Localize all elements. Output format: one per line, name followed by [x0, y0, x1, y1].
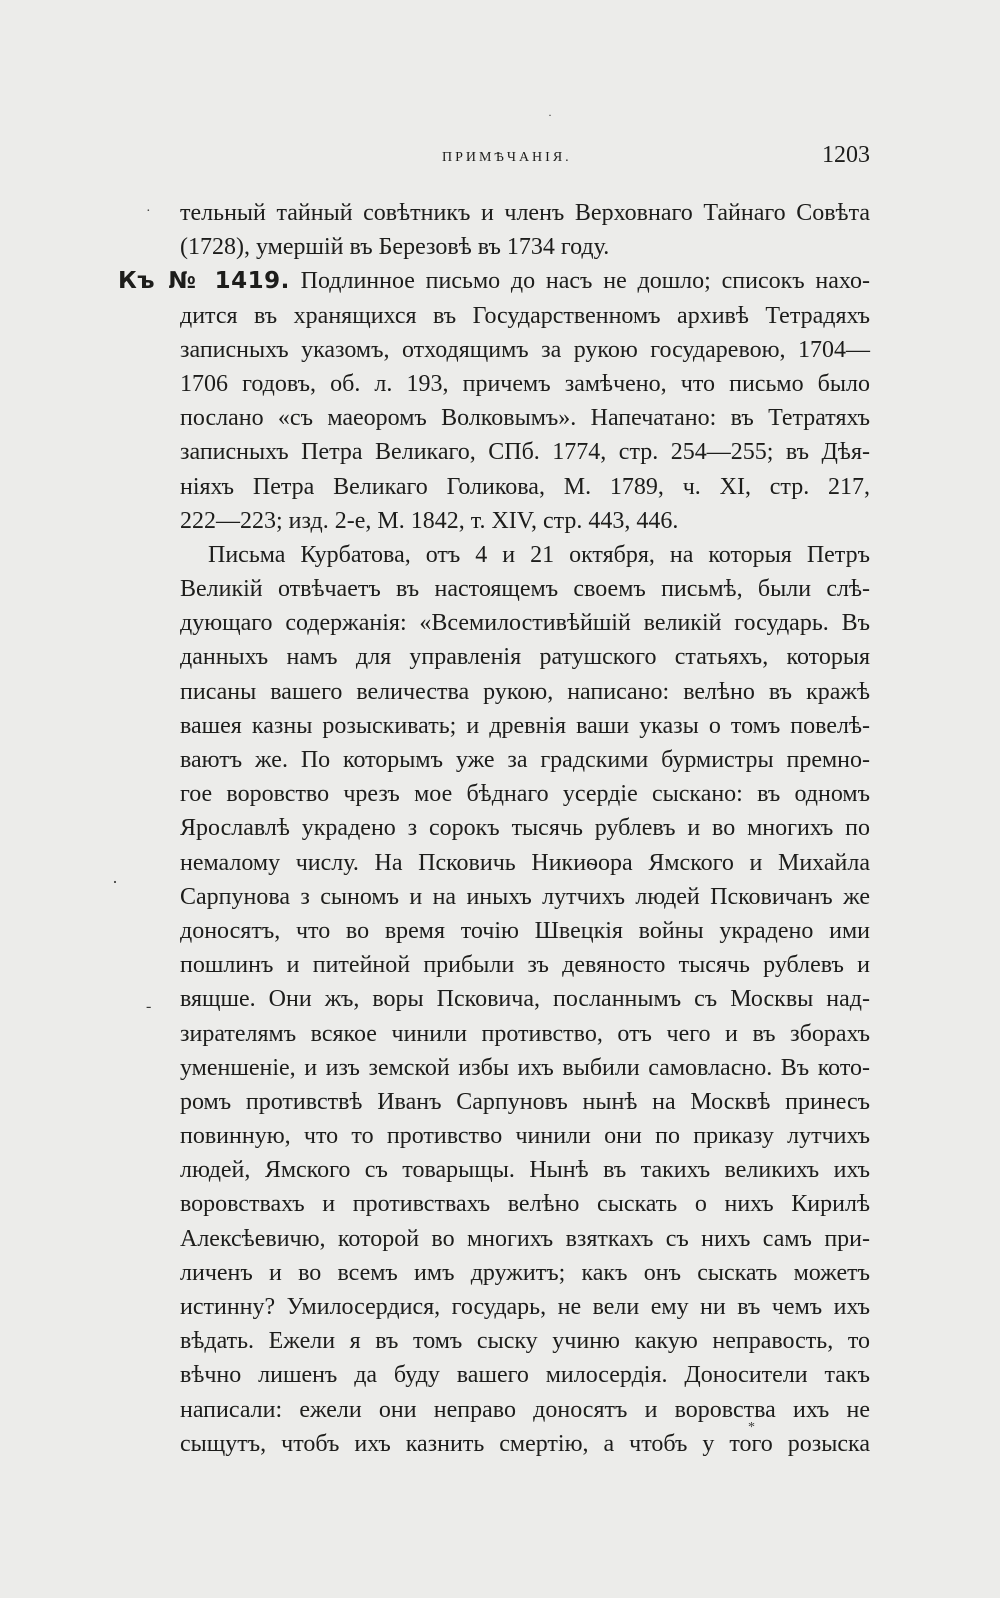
- text-line: личенъ и во всемъ имъ дружитъ; какъ онъ сыскать можетъ: [180, 1259, 870, 1286]
- text-line: дующаго содержанія: «Всемилостивѣйшій великій государь. Въ: [180, 610, 870, 637]
- text-line: воровствахъ и противствахъ велѣно сыскать о нихъ Кирилѣ: [180, 1191, 870, 1218]
- text-line: Ярославлѣ украдено з сорокъ тысячь рублевъ и во многихъ по: [180, 815, 870, 842]
- text-line-rest: Подлинное письмо до насъ не дошло; списокъ нахо-: [300, 268, 871, 295]
- text-line: повинную, что то противство чинили они по приказу лутчихъ: [180, 1123, 870, 1150]
- text-line: данныхъ намъ для управленія ратушского статьяхъ, которыя: [180, 644, 870, 671]
- paragraph-first-line: Письма Курбатова, отъ 4 и 21 октября, на которыя Петръ: [208, 541, 870, 568]
- note-reference: Къ № 1419.: [118, 268, 290, 295]
- speck-mark: ·: [548, 108, 552, 122]
- text-line: 1706 годовъ, об. л. 193, причемъ замѣчено, что письмо было: [180, 370, 870, 397]
- text-line: уменшеніе, и изъ земской избы ихъ выбили самовласно. Въ кото-: [180, 1054, 870, 1081]
- text-line: записныхъ Петра Великаго, СПб. 1774, стр. 254—255; въ Дѣя-: [180, 439, 870, 466]
- text-line: послано «съ маеоромъ Волковымъ». Напечатано: въ Тетратяхъ: [180, 405, 870, 432]
- page-header: [180, 142, 870, 172]
- text-line: записныхъ указомъ, отходящимъ за рукою государевою, 1704—: [180, 336, 870, 363]
- notes-text: [118, 196, 871, 1461]
- text-line: людей, Ямского съ товарыщы. Нынѣ въ такихъ великихъ ихъ: [180, 1157, 870, 1184]
- text-line: сыщутъ, чтобъ ихъ казнить смертію, а чтобъ у того розыска: [180, 1430, 870, 1457]
- text-line: тельный тайный совѣтникъ и членъ Верховнаго Тайнаго Совѣта: [180, 200, 870, 226]
- speck-mark: ·: [112, 872, 118, 892]
- text-line: зирателямъ всякое чинили противство, отъ чего и въ зборахъ: [180, 1020, 870, 1047]
- text-line: дится въ хранящихся въ Государственномъ архивѣ Тетрадяхъ: [180, 302, 870, 329]
- text-line: написали: ежели они неправо доносятъ и воровства ихъ не: [180, 1396, 870, 1423]
- text-line: вящше. Они жъ, воры Псковича, посланнымъ съ Москвы над-: [180, 986, 870, 1013]
- text-line: писаны вашего величества рукою, написано: велѣно въ кражѣ: [180, 678, 870, 705]
- text-line: Великій отвѣчаетъ въ настоящемъ своемъ письмѣ, были слѣ-: [180, 576, 870, 603]
- running-head: ПРИМѢЧАНІЯ.: [442, 150, 572, 165]
- text-line: доносятъ, что во время точію Швецкія войны украдено ими: [180, 917, 870, 944]
- text-line: гое воровство чрезъ мое бѣднаго усердіе сыскано: въ одномъ: [180, 781, 870, 808]
- text-line: вѣчно лишенъ да буду вашего милосердія. Доносители такъ: [180, 1362, 870, 1389]
- text-line: 222—223; изд. 2-е, М. 1842, т. XIV, стр. 443, 446.: [180, 507, 679, 534]
- note-entry-first-line: [118, 264, 870, 298]
- text-line: истинну? Умилосердися, государь, не вели ему ни въ чемъ ихъ: [180, 1294, 870, 1320]
- text-line: пошлинъ и питейной прибыли зъ девяносто тысячь рублевъ и: [180, 952, 870, 979]
- speck-mark: *: [748, 1420, 755, 1435]
- page-number: 1203: [822, 142, 870, 168]
- text-line: вашея казны розыскивать; и древнія ваши указы о томъ повелѣ-: [180, 712, 870, 739]
- text-line: вѣдать. Ежели я въ томъ сыску учиню какую неправость, то: [180, 1328, 870, 1355]
- speck-mark: -: [146, 998, 152, 1015]
- text-line: Сарпунова з сыномъ и на иныхъ лутчихъ людей Псковичанъ же: [180, 883, 870, 910]
- speck-mark: ·: [146, 204, 151, 219]
- text-line: немалому числу. На Псковичь Никиѳора Ямского и Михайла: [180, 849, 870, 876]
- text-line: ніяхъ Петра Великаго Голикова, М. 1789, ч. XI, стр. 217,: [180, 473, 870, 500]
- text-line: ваютъ же. По которымъ уже за градскими бурмистры премно-: [180, 747, 870, 773]
- text-line: ромъ противствѣ Иванъ Сарпуновъ нынѣ на Москвѣ принесъ: [180, 1088, 870, 1115]
- text-line: Алексѣевичю, которой во многихъ взяткахъ съ нихъ самъ при-: [180, 1225, 870, 1252]
- text-line: (1728), умершій въ Березовѣ въ 1734 году.: [180, 234, 610, 261]
